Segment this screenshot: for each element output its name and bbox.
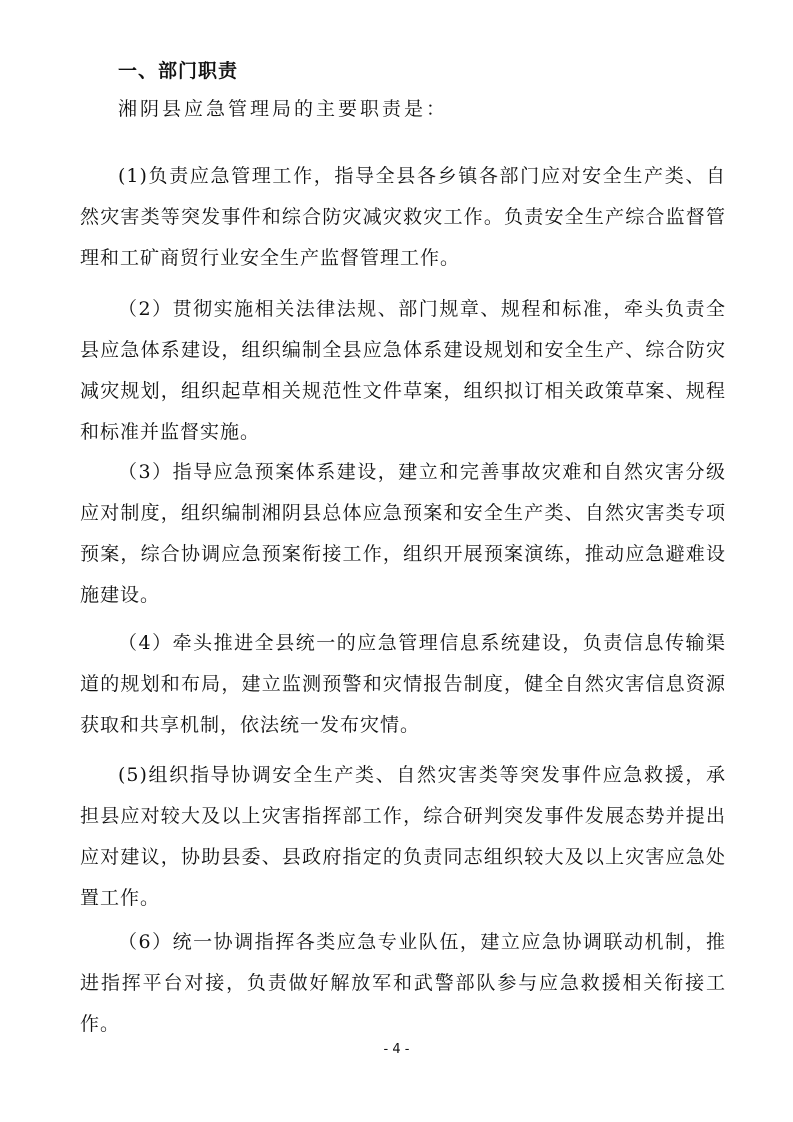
- duty-paragraph-1: (1)负责应急管理工作，指导全县各乡镇各部门应对安全生产类、自然灾害类等突发事件和综合防灾减灾救灾工作。负责安全生产综合监督管理和工矿商贸行业安全生产监督管理工作。: [80, 165, 726, 269]
- duty-paragraph-2: （2）贯彻实施相关法律法规、部门规章、规程和标准，牵头负责全县应急体系建设，组织编制全县应急体系建设规划和安全生产、综合防灾减灾规划，组织起草相关规范性文件草案，组织拟订相关政策草案、规程和标准并监督实施。: [80, 298, 726, 443]
- duty-paragraph-5: (5)组织指导协调安全生产类、自然灾害类等突发事件应急救援，承担县应对较大及以上灾害指挥部工作，综合研判突发事件发展态势并提出应对建议，协助县委、县政府指定的负责同志组织较大及以上灾害应急处置工作。: [80, 764, 726, 909]
- intro-line: 湘阴县应急管理局的主要职责是：: [118, 98, 449, 120]
- section-heading: 一、部门职责: [118, 60, 239, 82]
- page-number: - 4 -: [383, 1042, 410, 1057]
- duty-paragraph-6: （6）统一协调指挥各类应急专业队伍，建立应急协调联动机制，推进指挥平台对接，负责做好解放军和武警部队参与应急救援相关衔接工作。: [80, 931, 726, 1035]
- duty-paragraph-3: （3）指导应急预案体系建设，建立和完善事故灾难和自然灾害分级应对制度，组织编制湘阴县总体应急预案和安全生产类、自然灾害类专项预案，综合协调应急预案衔接工作，组织开展预案演练，推动应急避难设施建设。: [80, 461, 726, 606]
- duty-paragraph-4: （4）牵头推进全县统一的应急管理信息系统建设，负责信息传输渠道的规划和布局，建立监测预警和灾情报告制度，健全自然灾害信息资源获取和共享机制，依法统一发布灾情。: [80, 632, 726, 736]
